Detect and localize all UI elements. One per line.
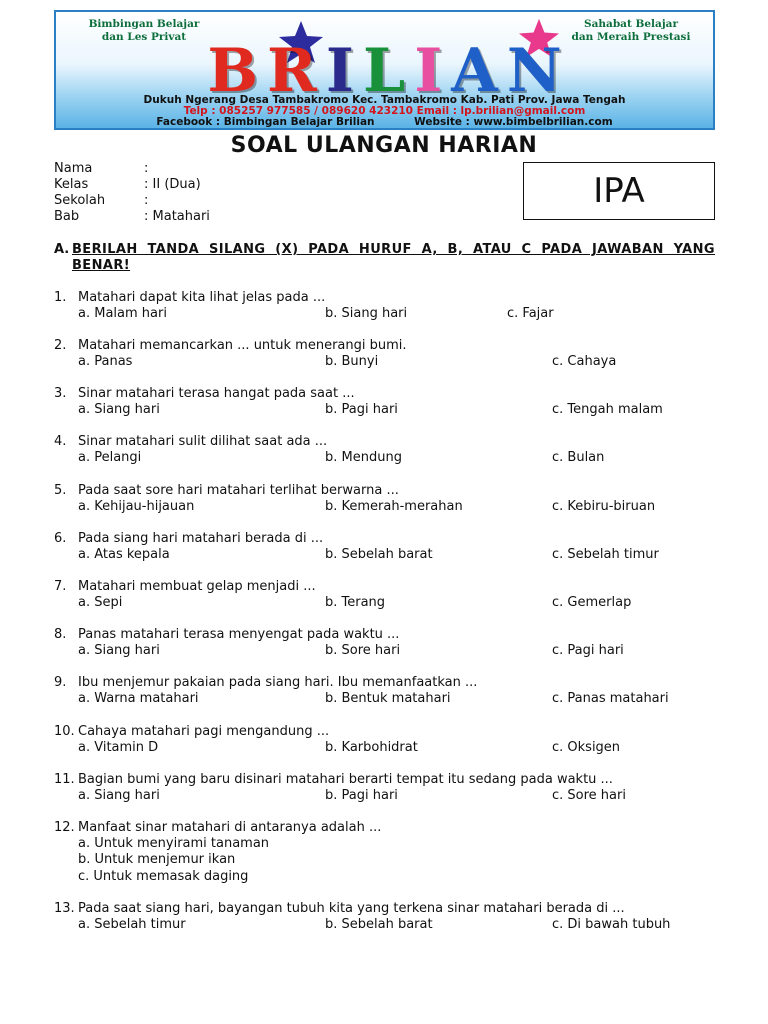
option-c: c. Tengah malam <box>552 402 663 417</box>
option-b: b. Sore hari <box>325 643 401 658</box>
option-b: b. Untuk menjemur ikan <box>78 852 236 867</box>
option-a: a. Sepi <box>78 595 123 610</box>
brand-letter: I <box>414 36 443 106</box>
option-b: b. Bentuk matahari <box>325 691 451 706</box>
option-a: a. Vitamin D <box>78 740 159 755</box>
option-b: b. Pagi hari <box>325 788 398 803</box>
question-number: 3. <box>54 386 67 401</box>
question-stem: Sinar matahari sulit dilihat saat ada ... <box>78 434 328 449</box>
banner-website: Website : www.bimbelbrilian.com <box>414 116 613 128</box>
question-number: 8. <box>54 627 67 642</box>
question-stem: Panas matahari terasa menyengat pada waktu ... <box>78 627 400 642</box>
question-stem: Matahari memancarkan ... untuk menerangi bumi. <box>78 338 407 353</box>
banner-address: Dukuh Ngerang Desa Tambakromo Kec. Tambakromo Kab. Pati Prov. Jawa Tengah <box>143 94 626 106</box>
question-number: 12. <box>54 820 75 835</box>
option-a: a. Pelangi <box>78 450 142 465</box>
question-number: 5. <box>54 483 67 498</box>
question-stem: Pada siang hari matahari berada di ... <box>78 531 324 546</box>
question-stem: Pada saat sore hari matahari terlihat berwarna ... <box>78 483 399 498</box>
identity-value: : <box>144 193 149 208</box>
option-b: b. Kemerah-merahan <box>325 499 463 514</box>
banner-social <box>56 116 713 128</box>
question-stem: Pada saat siang hari, bayangan tubuh kita yang terkena sinar matahari berada di ... <box>78 901 625 916</box>
identity-value: : Matahari <box>144 209 210 224</box>
question-number: 4. <box>54 434 67 449</box>
identity-label: Bab <box>54 209 80 224</box>
option-c: c. Oksigen <box>552 740 621 755</box>
question-stem: Matahari dapat kita lihat jelas pada ... <box>78 290 326 305</box>
question-stem: Ibu menjemur pakaian pada siang hari. Ibu memanfaatkan ... <box>78 675 478 690</box>
option-c: c. Bulan <box>552 450 605 465</box>
option-c: c. Fajar <box>507 306 554 321</box>
banner-tagline-right: Sahabat Belajar dan Meraih Prestasi <box>571 18 691 43</box>
brand-letter: I <box>325 36 354 106</box>
banner-contact: Telp : 085257 977585 / 089620 423210 Email : lp.brilian@gmail.com <box>183 105 586 117</box>
option-b: b. Karbohidrat <box>325 740 418 755</box>
question-number: 1. <box>54 290 67 305</box>
option-c: c. Panas matahari <box>552 691 669 706</box>
option-b: b. Bunyi <box>325 354 379 369</box>
brand-letter: R <box>267 36 317 106</box>
question-number: 10. <box>54 724 75 739</box>
option-a: a. Sebelah timur <box>78 917 186 932</box>
option-c: c. Di bawah tubuh <box>552 917 671 932</box>
option-c: c. Gemerlap <box>552 595 632 610</box>
identity-value: : <box>144 161 149 176</box>
question-stem: Sinar matahari terasa hangat pada saat ... <box>78 386 355 401</box>
question-number: 2. <box>54 338 67 353</box>
option-c: c. Pagi hari <box>552 643 624 658</box>
option-a: a. Atas kepala <box>78 547 170 562</box>
question-stem: Manfaat sinar matahari di antaranya adalah ... <box>78 820 382 835</box>
option-a: a. Siang hari <box>78 788 160 803</box>
brand-logo <box>56 36 713 106</box>
option-c: c. Sebelah timur <box>552 547 659 562</box>
option-b: b. Pagi hari <box>325 402 398 417</box>
option-b: b. Sebelah barat <box>325 547 433 562</box>
question-number: 11. <box>54 772 75 787</box>
option-a: a. Untuk menyirami tanaman <box>78 836 270 851</box>
brand-letter: L <box>363 36 406 106</box>
option-a: a. Warna matahari <box>78 691 199 706</box>
question-number: 9. <box>54 675 67 690</box>
option-c: c. Kebiru-biruan <box>552 499 656 514</box>
question-stem: Matahari membuat gelap menjadi ... <box>78 579 316 594</box>
identity-label: Sekolah <box>54 193 106 208</box>
identity-label: Nama <box>54 161 93 176</box>
option-c: c. Cahaya <box>552 354 617 369</box>
brand-letter: N <box>506 36 562 106</box>
question-stem: Cahaya matahari pagi mengandung ... <box>78 724 330 739</box>
option-c: c. Sore hari <box>552 788 626 803</box>
option-a: a. Malam hari <box>78 306 167 321</box>
option-b: b. Mendung <box>325 450 402 465</box>
option-a: a. Kehijau-hijauan <box>78 499 195 514</box>
section-instruction: BERILAH TANDA SILANG (X) PADA HURUF A, B, ATAU C PADA JAWABAN YANG BENAR! <box>72 242 715 273</box>
brand-letter: B <box>207 36 259 106</box>
section-letter: A. <box>54 242 70 257</box>
option-c: c. Untuk memasak daging <box>78 869 249 884</box>
option-a: a. Siang hari <box>78 402 160 417</box>
question-number: 13. <box>54 901 75 916</box>
subject-box: IPA <box>523 162 715 220</box>
question-number: 7. <box>54 579 67 594</box>
banner-facebook: Facebook : Bimbingan Belajar Brilian <box>156 116 375 128</box>
header-banner <box>54 10 715 130</box>
option-b: b. Siang hari <box>325 306 408 321</box>
banner-tagline-left: Bimbingan Belajar dan Les Privat <box>88 18 200 43</box>
option-a: a. Panas <box>78 354 133 369</box>
identity-label: Kelas <box>54 177 89 192</box>
page-title: SOAL ULANGAN HARIAN <box>230 133 538 158</box>
brand-letter: A <box>451 36 498 106</box>
question-stem: Bagian bumi yang baru disinari matahari berarti tempat itu sedang pada waktu ... <box>78 772 613 787</box>
option-b: b. Terang <box>325 595 386 610</box>
identity-value: : II (Dua) <box>144 177 201 192</box>
option-a: a. Siang hari <box>78 643 160 658</box>
option-b: b. Sebelah barat <box>325 917 433 932</box>
question-number: 6. <box>54 531 67 546</box>
